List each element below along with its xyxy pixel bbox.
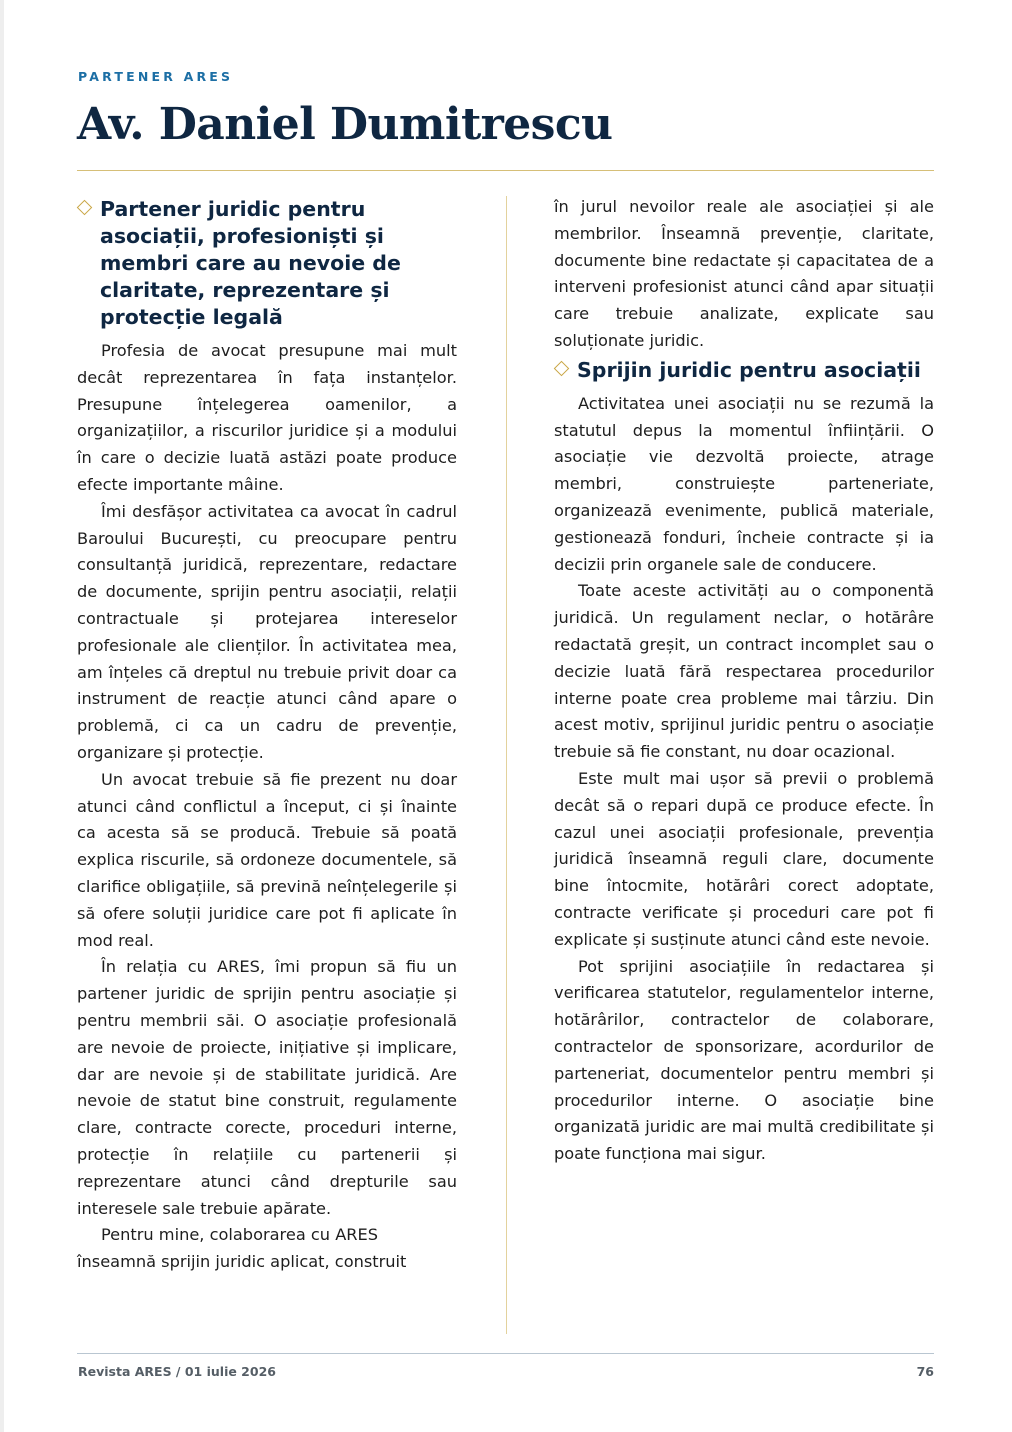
body-paragraph: Este mult mai ușor să previi o problemă decât să o repari după ce produce efecte. În cazul unei asociații profesionale, prevenția juridică înseamnă reguli clare, documente bine întocmite, hotărâri corect adoptate, contracte verificate și proceduri care pot fi explicate și susținute atunci când este nevoie.	[554, 768, 934, 949]
right-section-heading	[554, 357, 934, 384]
title-divider	[77, 170, 934, 171]
page-edge	[0, 0, 4, 1432]
diamond-bullet-icon	[554, 361, 570, 377]
body-paragraph: Îmi desfășor activitatea ca avocat în cadrul Baroului București, cu preocupare pentru consultanță juridică, reprezentare, redactare de documente, sprijin pentru asociații, relații contractuale și protejarea intereselor profesionale ale clienților. În activitatea mea, am înțeles că dreptul nu trebuie privit doar ca instrument de reacție atunci când apare o problemă, ci ca un cadru de prevenție, organizare și protecție.	[77, 501, 457, 762]
footer-publication: Revista ARES / 01 iulie 2026	[78, 1364, 276, 1379]
diamond-bullet-icon	[77, 200, 93, 216]
column-divider	[506, 196, 507, 1334]
right-heading-text: Sprijin juridic pentru asociații	[577, 357, 921, 382]
left-column	[77, 194, 457, 1276]
page-title: Av. Daniel Dumitrescu	[77, 99, 613, 150]
body-paragraph: Un avocat trebuie să fie prezent nu doar atunci când conflictul a început, ci și înainte ca acesta să se producă. Trebuie să poată explica riscurile, să ordoneze documentele, să clarifice obligațiile, să prevină neînțelegerile și să ofere soluții juridice care pot fi aplicate în mod real.	[77, 769, 457, 950]
footer-divider	[77, 1353, 934, 1354]
section-kicker: PARTENER ARES	[78, 69, 234, 84]
continued-paragraph: în jurul nevoilor reale ale asociației și ale membrilor. Înseamnă prevenție, claritate, documente bine redactate și capacitatea de a interveni profesionist atunci când apar situații care trebuie analizate, explicate sau soluționate juridic.	[554, 197, 934, 350]
body-paragraph: Activitatea unei asociații nu se rezumă la statutul depus la momentul înființării. O asociație vie dezvoltă proiecte, atrage membri, construiește parteneriate, organizează evenimente, publică materiale, gestionează fonduri, încheie contracte și ia decizii prin organele sale de conducere.	[554, 393, 934, 574]
body-paragraph: Pentru mine, colaborarea cu ARES înseamnă sprijin juridic aplicat, construit	[77, 1225, 407, 1272]
page-number: 76	[916, 1364, 934, 1379]
left-section-heading	[77, 194, 457, 331]
body-paragraph: Toate aceste activități au o componentă juridică. Un regulament neclar, o hotărâre redactată greșit, un contract incomplet sau o decizie luată fără respectarea procedurilor interne poate crea probleme mai târziu. Din acest motiv, sprijinul juridic pentru o asociație trebuie să fie constant, nu doar ocazional.	[554, 581, 934, 762]
body-paragraph: Profesia de avocat presupune mai mult decât reprezentarea în fața instanțelor. Presupune înțelegerea oamenilor, a organizațiilor, a riscurilor juridice și a modului în care o decizie luată astăzi poate produce efecte importante mâine.	[77, 341, 457, 494]
body-paragraph: Pot sprijini asociațiile în redactarea și verificarea statutelor, regulamentelor interne, hotărârilor, contractelor de colaborare, contractelor de sponsorizare, acordurilor de parteneriat, documentelor pentru membri și procedurilor interne. O asociație bine organizată juridic are mai multă credibilitate și poate funcționa mai sigur.	[554, 956, 934, 1164]
right-column	[554, 194, 934, 1168]
body-paragraph: În relația cu ARES, îmi propun să fiu un partener juridic de sprijin pentru asociație și pentru membrii săi. O asociație profesională are nevoie de proiecte, inițiative și implicare, dar are nevoie și de stabilitate juridică. Are nevoie de statut bine construit, regulamente clare, contracte corecte, proceduri interne, protecție în relațiile cu partenerii și reprezentare atunci când drepturile sau interesele sale trebuie apărate.	[77, 957, 457, 1218]
left-heading-text: Partener juridic pentru asociații, profesioniști și membri care au nevoie de claritate, reprezentare și protecție legală	[100, 197, 401, 329]
